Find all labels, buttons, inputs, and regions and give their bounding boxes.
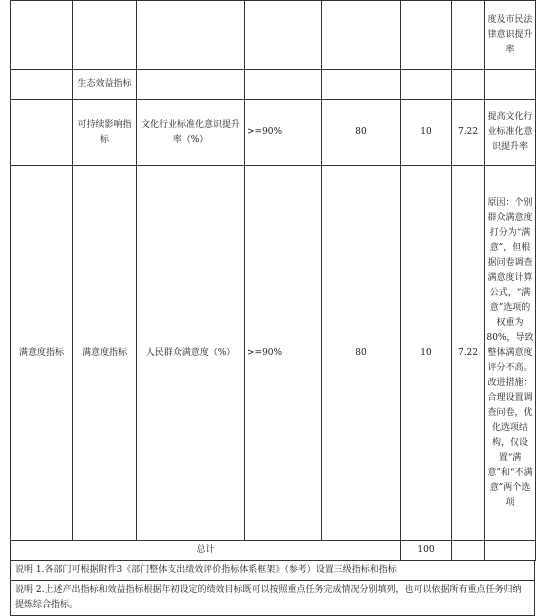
subcategory-cell: 生态效益指标 xyxy=(73,70,137,100)
remark-cell: 度及市民法律意识提升率 xyxy=(485,1,536,70)
table-cell xyxy=(401,1,452,70)
table-cell xyxy=(485,70,536,100)
note-label: 说明 xyxy=(15,585,34,595)
table-cell xyxy=(452,70,485,100)
note-row xyxy=(11,561,535,581)
note-content: 1.各部门可根据附件3《部门整体支出绩效评价指标体系框架》（参考）设置三级指标和指标 xyxy=(35,565,397,575)
weight-cell: 10 xyxy=(401,166,452,541)
table-cell xyxy=(11,1,73,70)
subcategory-cell: 可持续影响指标 xyxy=(73,100,137,166)
note-content: 2.上述产出指标和效益指标根据年初设定的绩效目标既可以按照重点任务完成情况分别填列，也可以依据所有重点任务归纳提炼综合指标。 xyxy=(15,585,522,610)
table-cell xyxy=(11,70,73,100)
total-value: 100 xyxy=(401,541,452,561)
note-label: 说明 xyxy=(15,565,34,575)
note-text xyxy=(11,561,535,581)
category-cell: 满意度指标 xyxy=(11,166,73,541)
table-cell xyxy=(322,70,401,100)
total-label: 总计 xyxy=(11,541,401,561)
weight-cell: 10 xyxy=(401,100,452,166)
score-cell: 7.22 xyxy=(452,100,485,166)
notes-table xyxy=(10,560,535,616)
table-cell xyxy=(137,70,245,100)
remark-cell: 提高文化行业标准化意识提升率 xyxy=(485,100,536,166)
indicator-cell: 人民群众满意度（%） xyxy=(137,166,245,541)
table-cell xyxy=(452,1,485,70)
table-cell xyxy=(401,70,452,100)
target-cell: >=90% xyxy=(245,166,322,541)
subcategory-cell: 满意度指标 xyxy=(73,166,137,541)
table-cell xyxy=(245,70,322,100)
performance-evaluation-table xyxy=(10,0,536,561)
target-cell: >=90% xyxy=(245,100,322,166)
table-row-top xyxy=(11,1,536,70)
remark-cell: 原因：个别群众满意度打分为“满意”，但根据问卷调查满意度计算公式，“满意”选项的权重为80%，导致整体满意度评分不高。改进措施：合理设置调查问卷，优化选项结构，仅设置“满意”和“不满意”两个选项 xyxy=(485,166,536,541)
indicator-cell: 文化行业标准化意识提升率（%） xyxy=(137,100,245,166)
total-row xyxy=(11,541,536,561)
score-cell: 7.22 xyxy=(452,166,485,541)
table-cell xyxy=(137,1,245,70)
table-row-satisfaction xyxy=(11,166,536,541)
actual-cell: 80 xyxy=(322,100,401,166)
table-cell xyxy=(485,541,536,561)
actual-cell: 80 xyxy=(322,166,401,541)
note-row xyxy=(11,581,535,616)
table-row-eco xyxy=(11,70,536,100)
note-text xyxy=(11,581,535,616)
table-cell xyxy=(245,1,322,70)
table-cell xyxy=(73,1,137,70)
table-cell xyxy=(322,1,401,70)
table-cell xyxy=(452,541,485,561)
table-cell xyxy=(11,100,73,166)
table-row-sustain xyxy=(11,100,536,166)
